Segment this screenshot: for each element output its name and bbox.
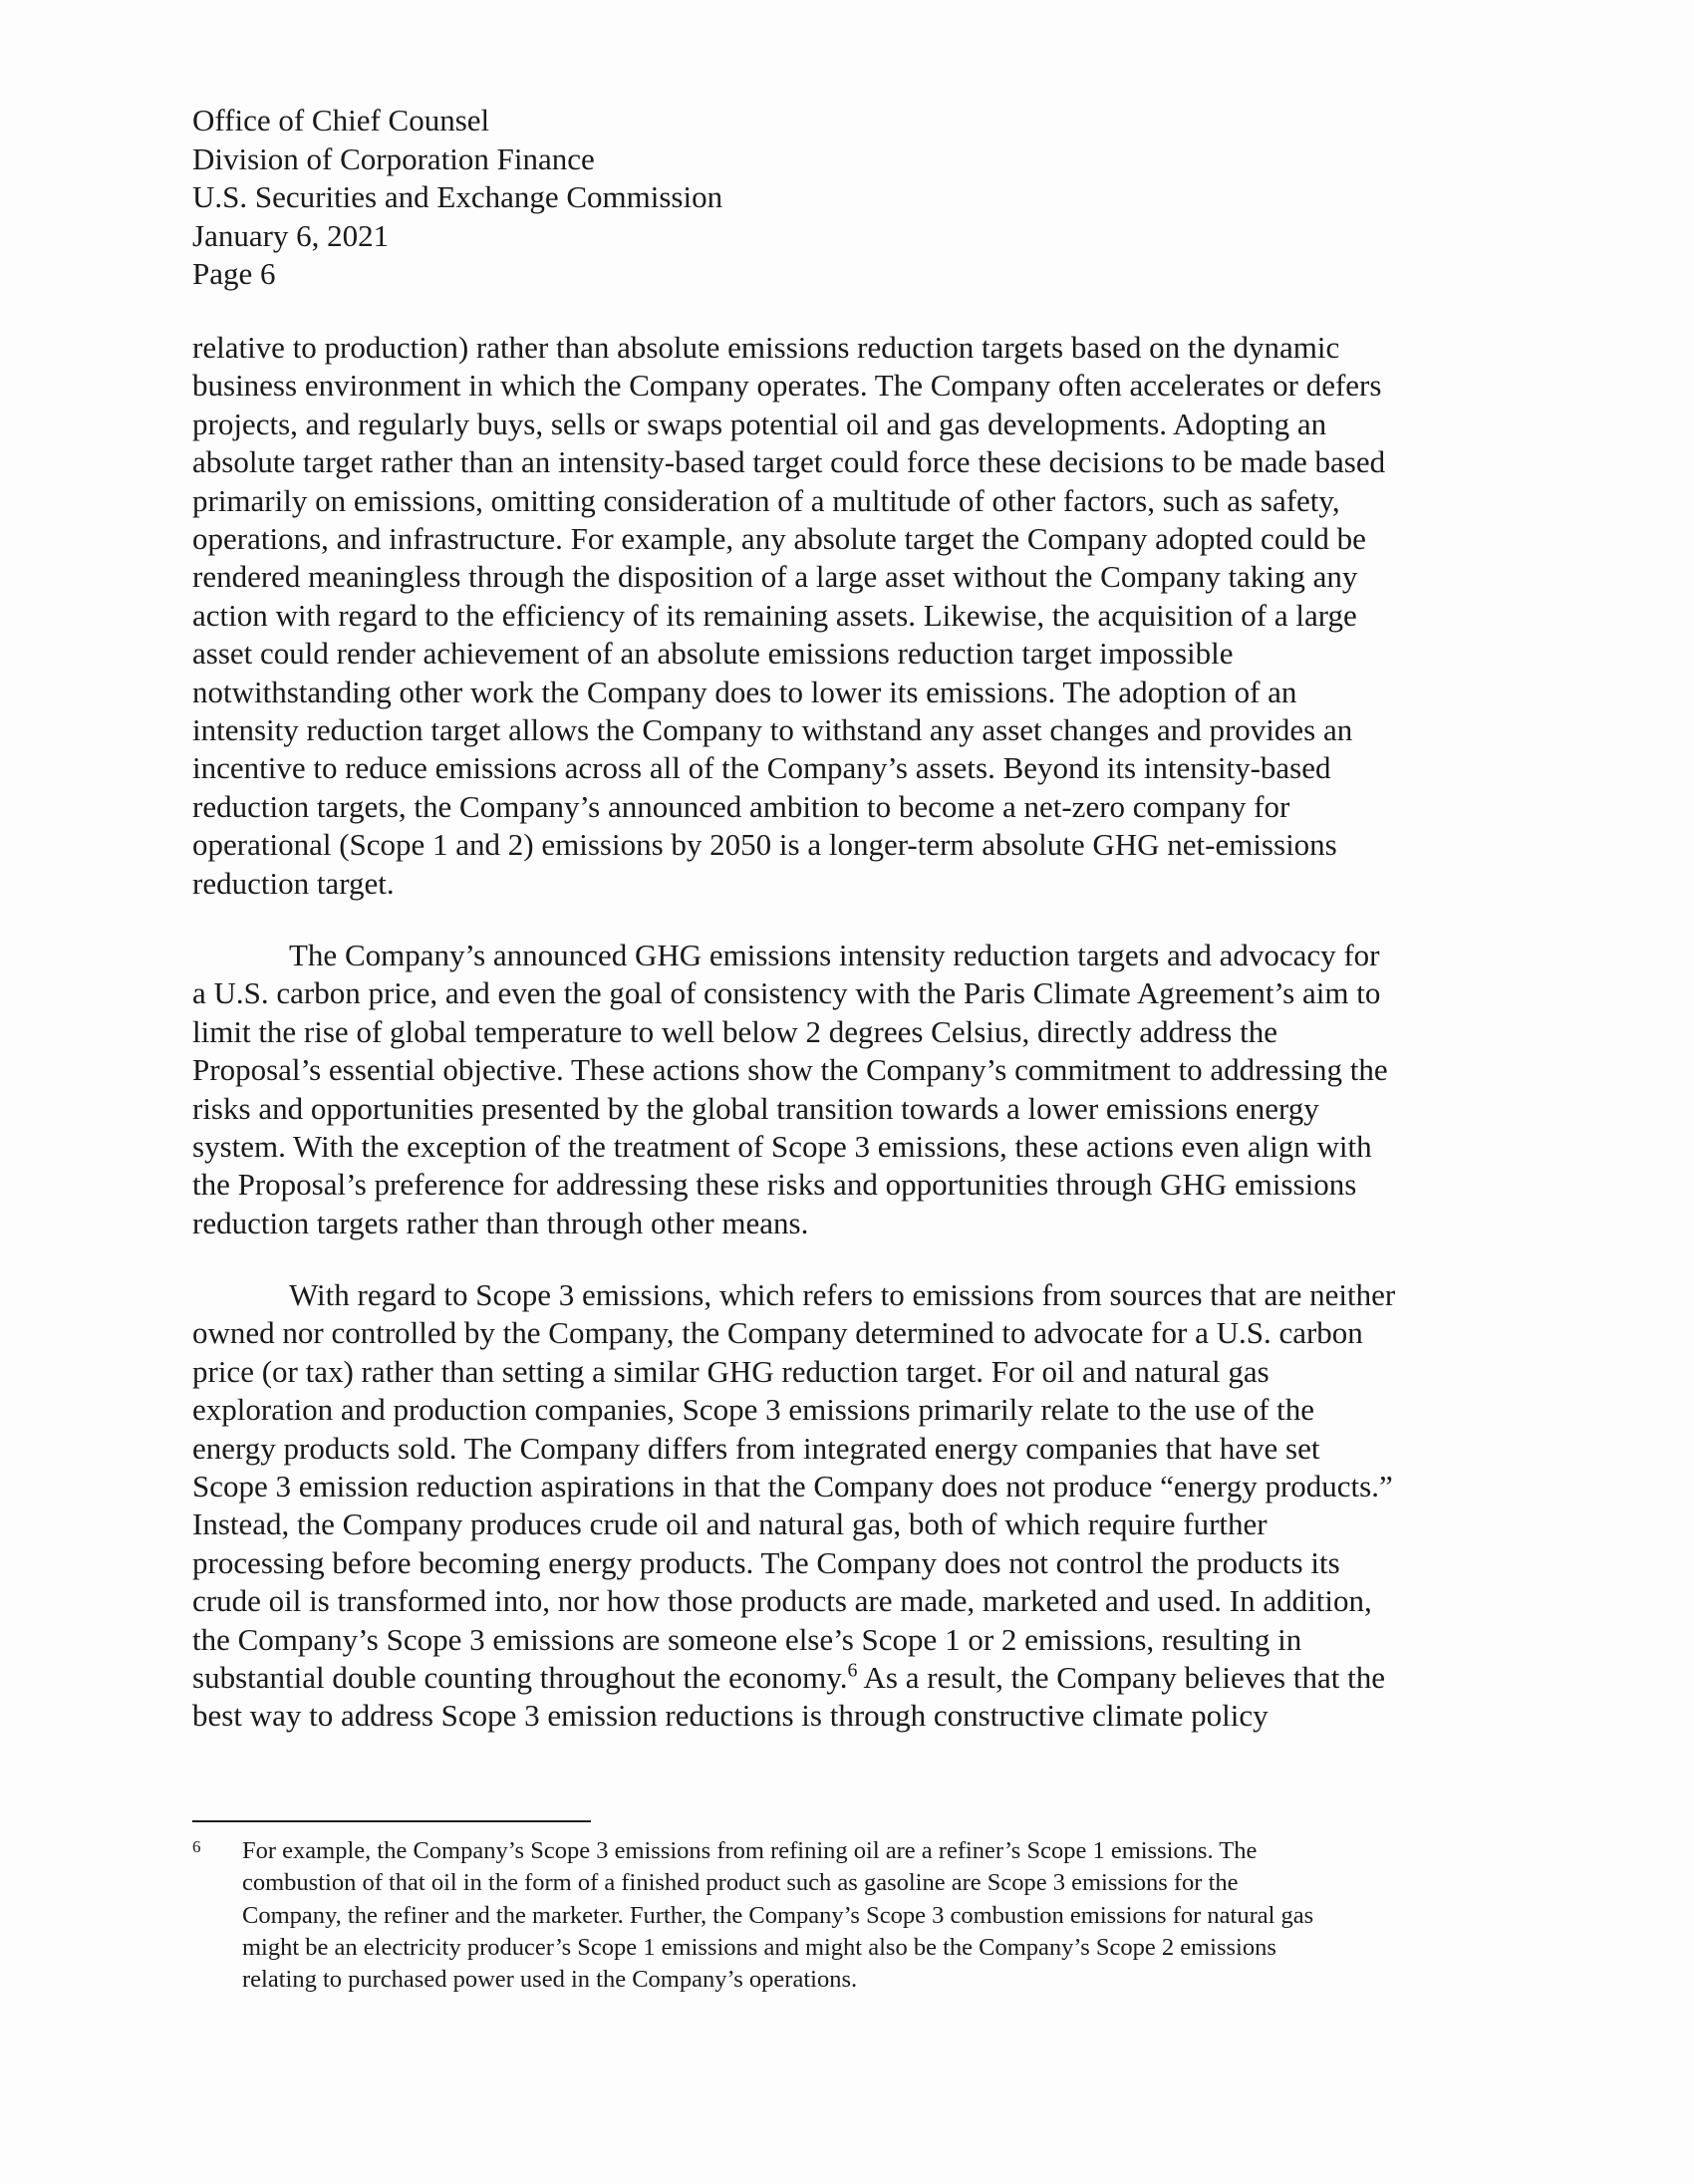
letter-date: January 6, 2021 <box>192 217 390 253</box>
footnote-line: Company, the refiner and the marketer. Further, the Company’s Scope 3 combustion emissions for natural gas <box>242 1901 1314 1929</box>
paragraph-line: operational (Scope 1 and 2) emissions by 2050 is a longer-term absolute GHG net-emissions <box>192 827 1337 863</box>
paragraph-line: intensity reduction target allows the Company to withstand any asset changes and provides an <box>192 712 1353 748</box>
paragraph-line: primarily on emissions, omitting consideration of a multitude of other factors, such as safety, <box>192 482 1340 518</box>
letter-header <box>192 102 1488 294</box>
paragraph-line: owned nor controlled by the Company, the Company determined to advocate for a U.S. carbon <box>192 1315 1363 1351</box>
footnote-number: 6 <box>192 1837 201 1856</box>
paragraph-line: the Proposal’s preference for addressing these risks and opportunities through GHG emissions <box>192 1167 1357 1203</box>
paragraph-text: As a result, the Company believes that the <box>857 1660 1385 1696</box>
paragraph-line: Instead, the Company produces crude oil and natural gas, both of which require further <box>192 1506 1268 1542</box>
paragraph-line: reduction targets rather than through other means. <box>192 1205 809 1240</box>
paragraph-line: notwithstanding other work the Company does to lower its emissions. The adoption of an <box>192 674 1297 709</box>
footnote-divider <box>192 1820 591 1822</box>
paragraph-line: The Company’s announced GHG emissions intensity reduction targets and advocacy for <box>289 938 1380 972</box>
paragraph-line: incentive to reduce emissions across all of the Company’s assets. Beyond its intensity-based <box>192 750 1331 786</box>
paragraph-text: substantial double counting throughout the economy. <box>192 1660 848 1696</box>
paragraph-line: price (or tax) rather than setting a similar GHG reduction target. For oil and natural gas <box>192 1353 1270 1389</box>
paragraph-line: rendered meaningless through the disposition of a large asset without the Company taking any <box>192 559 1358 595</box>
paragraph-line: With regard to Scope 3 emissions, which refers to emissions from sources that are neither <box>289 1277 1396 1312</box>
paragraph-line-with-footnote <box>192 1659 1488 1697</box>
paragraph-line: exploration and production companies, Scope 3 emissions primarily relate to the use of the <box>192 1392 1315 1428</box>
paragraph-line: crude oil is transformed into, nor how those products are made, marketed and used. In addition, <box>192 1583 1372 1619</box>
paragraph-line: Scope 3 emission reduction aspirations in that the Company does not produce “energy products.” <box>192 1469 1393 1504</box>
paragraph-line: reduction targets, the Company’s announced ambition to become a net-zero company for <box>192 788 1290 824</box>
recipient-office: Office of Chief Counsel <box>192 103 490 137</box>
paragraph-line: energy products sold. The Company differs from integrated energy companies that have set <box>192 1430 1320 1466</box>
paragraph-line: best way to address Scope 3 emission reductions is through constructive climate policy <box>192 1698 1269 1734</box>
paragraph-line: risks and opportunities presented by the global transition towards a lower emissions energy <box>192 1090 1319 1126</box>
paragraph-line: business environment in which the Company operates. The Company often accelerates or defers <box>192 368 1382 404</box>
paragraph-line: limit the rise of global temperature to well below 2 degrees Celsius, directly address the <box>192 1013 1277 1049</box>
footnote-line: For example, the Company’s Scope 3 emissions from refining oil are a refiner’s Scope 1 emissions. The <box>242 1837 1258 1864</box>
paragraph-line: processing before becoming energy products. The Company does not control the products its <box>192 1544 1340 1580</box>
paragraph-line: action with regard to the efficiency of its remaining assets. Likewise, the acquisition of a large <box>192 597 1357 633</box>
paragraph-line: operations, and infrastructure. For example, any absolute target the Company adopted could be <box>192 521 1366 557</box>
paragraph-line: Proposal’s essential objective. These actions show the Company’s commitment to addressing the <box>192 1052 1388 1088</box>
letter-body <box>192 329 1488 1734</box>
footnote-text <box>242 1835 1488 1996</box>
footnote-reference[interactable]: 6 <box>847 1659 858 1682</box>
paragraph-2 <box>192 937 1488 1242</box>
recipient-division: Division of Corporation Finance <box>192 140 595 176</box>
paragraph-line: asset could render achievement of an absolute emissions reduction target impossible <box>192 636 1234 672</box>
footnote-line: combustion of that oil in the form of a finished product such as gasoline are Scope 3 emissions for the <box>242 1869 1239 1897</box>
paragraph-line: reduction target. <box>192 865 395 901</box>
paragraph-3 <box>192 1276 1488 1736</box>
paragraph-line: projects, and regularly buys, sells or swaps potential oil and gas developments. Adopting an <box>192 406 1327 441</box>
page-number: Page 6 <box>192 256 276 291</box>
footnote-line: might be an electricity producer’s Scope 1 emissions and might also be the Company’s Scope 2 emissions <box>242 1933 1276 1961</box>
paragraph-line: a U.S. carbon price, and even the goal of consistency with the Paris Climate Agreement’s aim to <box>192 975 1381 1011</box>
paragraph-1 <box>192 329 1488 903</box>
paragraph-line: the Company’s Scope 3 emissions are someone else’s Scope 1 or 2 emissions, resulting in <box>192 1621 1302 1657</box>
recipient-agency: U.S. Securities and Exchange Commission <box>192 179 723 214</box>
footnote-line: relating to purchased power used in the Company’s operations. <box>242 1966 858 1994</box>
paragraph-line: absolute target rather than an intensity-based target could force these decisions to be made based <box>192 444 1386 480</box>
paragraph-line: relative to production) rather than absolute emissions reduction targets based on the dynamic <box>192 330 1340 365</box>
paragraph-line: system. With the exception of the treatment of Scope 3 emissions, these actions even align with <box>192 1129 1372 1165</box>
